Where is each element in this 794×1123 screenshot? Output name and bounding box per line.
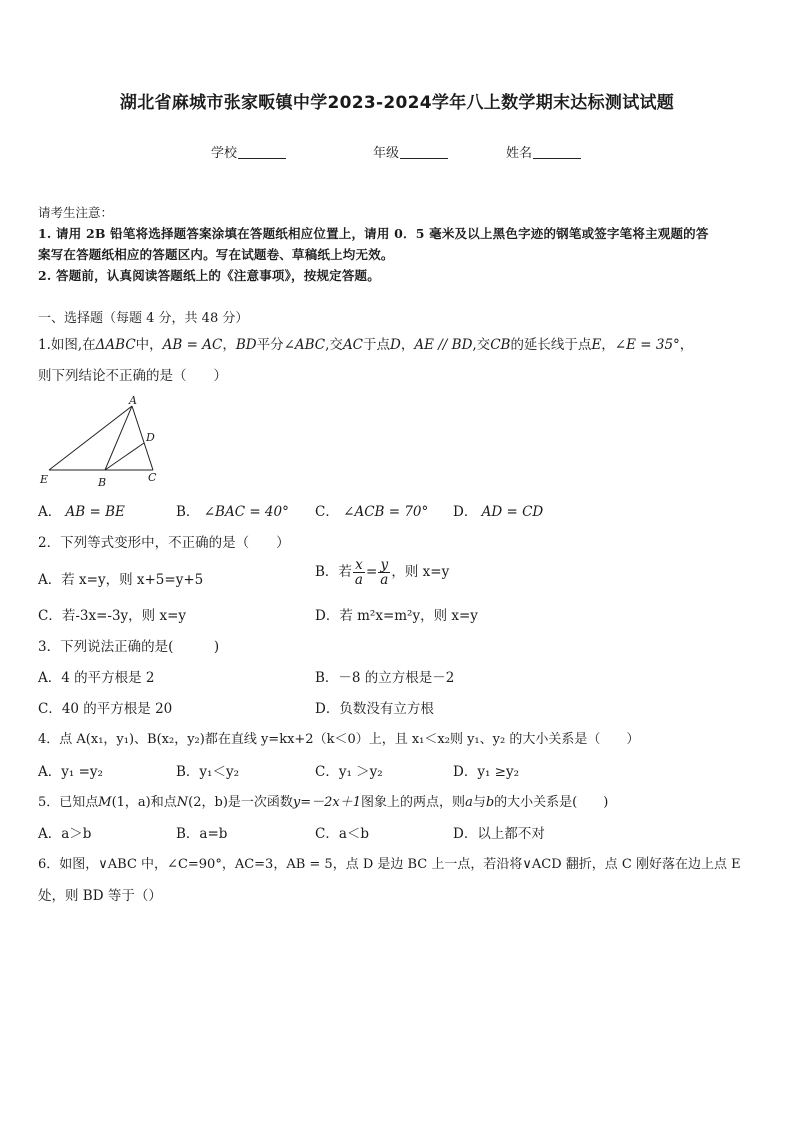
q1-option-a-text: AB = BE [65, 504, 125, 520]
q1-part3: ， [222, 337, 236, 353]
notice-item-1-line-1: 1. 请用 2B 铅笔将选择题答案涂填在答题纸相应位置上，请用 0．5 毫米及以上黑色字迹的钢笔或签字笔将主观题的答 [38, 226, 709, 241]
q5-n-coord: (2，b) [188, 795, 228, 810]
q5-n: N [176, 795, 189, 810]
q1-option-d [453, 500, 543, 520]
q1-eq1: AB = AC [162, 337, 223, 353]
q5-option-d: D．以上都不对 [453, 826, 545, 842]
section-heading: 一、选择题（每题 4 分，共 48 分） [38, 311, 249, 326]
q1-part2: 中， [135, 337, 163, 353]
question-5 [38, 791, 608, 810]
q5-function: y=－2x＋1 [292, 795, 362, 810]
q1-option-a [38, 500, 125, 520]
q5-b-var: b [485, 795, 495, 810]
label-e: E [40, 473, 49, 486]
q1-d: D [390, 337, 401, 353]
q5-m-coord: (1，a) [111, 795, 151, 810]
q2-equals: = [365, 564, 378, 580]
q1-part11: ， [679, 337, 694, 353]
q5-pre: 5．已知点 [38, 795, 99, 810]
q1-e-angle: ∠E = 35° [614, 337, 680, 353]
q1-part10: ， [601, 337, 615, 353]
q4-option-a: A．y₁ =y₂ [38, 764, 103, 780]
q1-option-b-label: B． [176, 504, 200, 520]
q3-option-a: A．4 的平方根是 2 [38, 670, 155, 686]
q3-option-d: D．负数没有立方根 [315, 701, 434, 717]
q4-option-d: D．y₁ ≥y₂ [453, 764, 520, 780]
q2-option-b-pre: B．若 [315, 564, 352, 580]
q5-end: 的大小关系是( ) [494, 795, 609, 810]
notice-item-2: 2. 答题前，认真阅读答题纸上的《注意事项》，按规定答题。 [38, 268, 380, 283]
label-d: D [146, 431, 155, 444]
q1-triangle: ΔABC [95, 337, 136, 353]
q2-fraction-1-den: a [354, 572, 363, 588]
q5-mid: 是一次函数 [227, 795, 293, 810]
q5-option-b: B．a=b [176, 826, 228, 842]
q1-option-a-label: A． [38, 504, 62, 520]
grade-blank [400, 145, 448, 159]
question-1-line-2: 则下列结论不正确的是（ ） [38, 368, 227, 384]
q2-option-b-post: ，则 x=y [391, 564, 450, 580]
q1-part5: ,交 [325, 337, 343, 353]
q5-option-a: A．a＞b [38, 826, 92, 842]
q2-fraction-1-num: x [353, 558, 365, 573]
question-1-line-1 [38, 333, 693, 353]
q4-option-c: C．y₁ ＞y₂ [315, 764, 383, 780]
name-field [506, 142, 581, 161]
q1-option-c [315, 500, 428, 520]
q2-fraction-2-num: y [378, 558, 390, 573]
triangle-figure [36, 394, 166, 492]
q1-part6: 于点 [363, 337, 391, 353]
question-6-line-1: 6．如图，∨ABC 中，∠C=90°，AC=3，AB = 5，点 D 是边 BC 上一点，若沿将∨ACD 翻折，点 C 刚好落在边上点 E [38, 857, 741, 872]
grade-label: 年级 [373, 146, 400, 161]
q5-a-var: a [465, 795, 473, 810]
q1-parallel: AE // BD [414, 337, 473, 353]
school-blank [238, 145, 286, 159]
q2-option-b [315, 558, 449, 587]
q2-option-d: D．若 m²x=m²y，则 x=y [315, 608, 478, 624]
q2-fraction-1 [353, 558, 365, 587]
q5-and: 和点 [150, 795, 177, 810]
notice-heading: 请考生注意： [38, 205, 114, 220]
notice-item-1-line-2: 案写在答题纸相应的答题区内。写在试题卷、草稿纸上均无效。 [38, 247, 394, 262]
q3-option-c: C．40 的平方根是 20 [38, 701, 173, 717]
q1-option-b-text: ∠BAC = 40° [203, 504, 289, 520]
q1-part4: 平分 [256, 337, 284, 353]
q3-option-b: B．－8 的立方根是－2 [315, 670, 455, 686]
q5-post: 图象上的两点，则 [361, 795, 466, 810]
question-3: 3．下列说法正确的是( ) [38, 639, 220, 655]
q1-option-d-text: AD = CD [481, 504, 544, 520]
school-field [211, 142, 286, 161]
label-a: A [129, 394, 137, 407]
q2-fraction-2 [378, 558, 390, 587]
q5-option-c: C．a＜b [315, 826, 370, 842]
q1-part1: 1.如图,在 [38, 337, 96, 353]
q1-option-c-label: C． [315, 504, 339, 520]
label-c: C [148, 471, 157, 484]
q1-option-b [176, 500, 289, 520]
q1-part8: ,交 [472, 337, 491, 353]
q1-part7: ， [400, 337, 415, 353]
question-6-line-2: 处，则 BD 等于（） [38, 888, 162, 904]
q2-option-c: C．若-3x=-3y，则 x=y [38, 608, 187, 624]
q2-option-a: A．若 x=y，则 x+5=y+5 [38, 572, 204, 588]
q5-with: 与 [472, 795, 486, 810]
question-2: 2．下列等式变形中，不正确的是（ ） [38, 535, 290, 551]
q1-option-d-label: D． [453, 504, 478, 520]
q1-angle: ∠ABC [283, 337, 326, 353]
q4-option-b: B．y₁＜y₂ [176, 764, 239, 780]
q5-m: M [98, 795, 112, 810]
school-label: 学校 [211, 146, 238, 161]
label-b: B [98, 476, 107, 489]
q1-option-c-text: ∠ACB = 70° [343, 504, 429, 520]
question-4: 4．点 A(x₁，y₁)、B(x₂，y₂)都在直线 y=kx+2（k＜0）上，且 x₁＜x₂则 y₁、y₂ 的大小关系是（ ） [38, 732, 640, 747]
q1-bd: BD [235, 337, 257, 353]
page-title: 湖北省麻城市张家畈镇中学2023-2024学年八上数学期末达标测试试题 [119, 93, 675, 113]
name-blank [533, 145, 581, 159]
q1-part9: 的延长线于点 [510, 337, 592, 353]
q1-ac: AC [342, 337, 364, 353]
grade-field [373, 142, 448, 161]
q1-cb: CB [490, 337, 511, 353]
q2-fraction-2-den: a [380, 572, 389, 588]
name-label: 姓名 [506, 146, 533, 161]
q1-e: E [591, 337, 602, 353]
